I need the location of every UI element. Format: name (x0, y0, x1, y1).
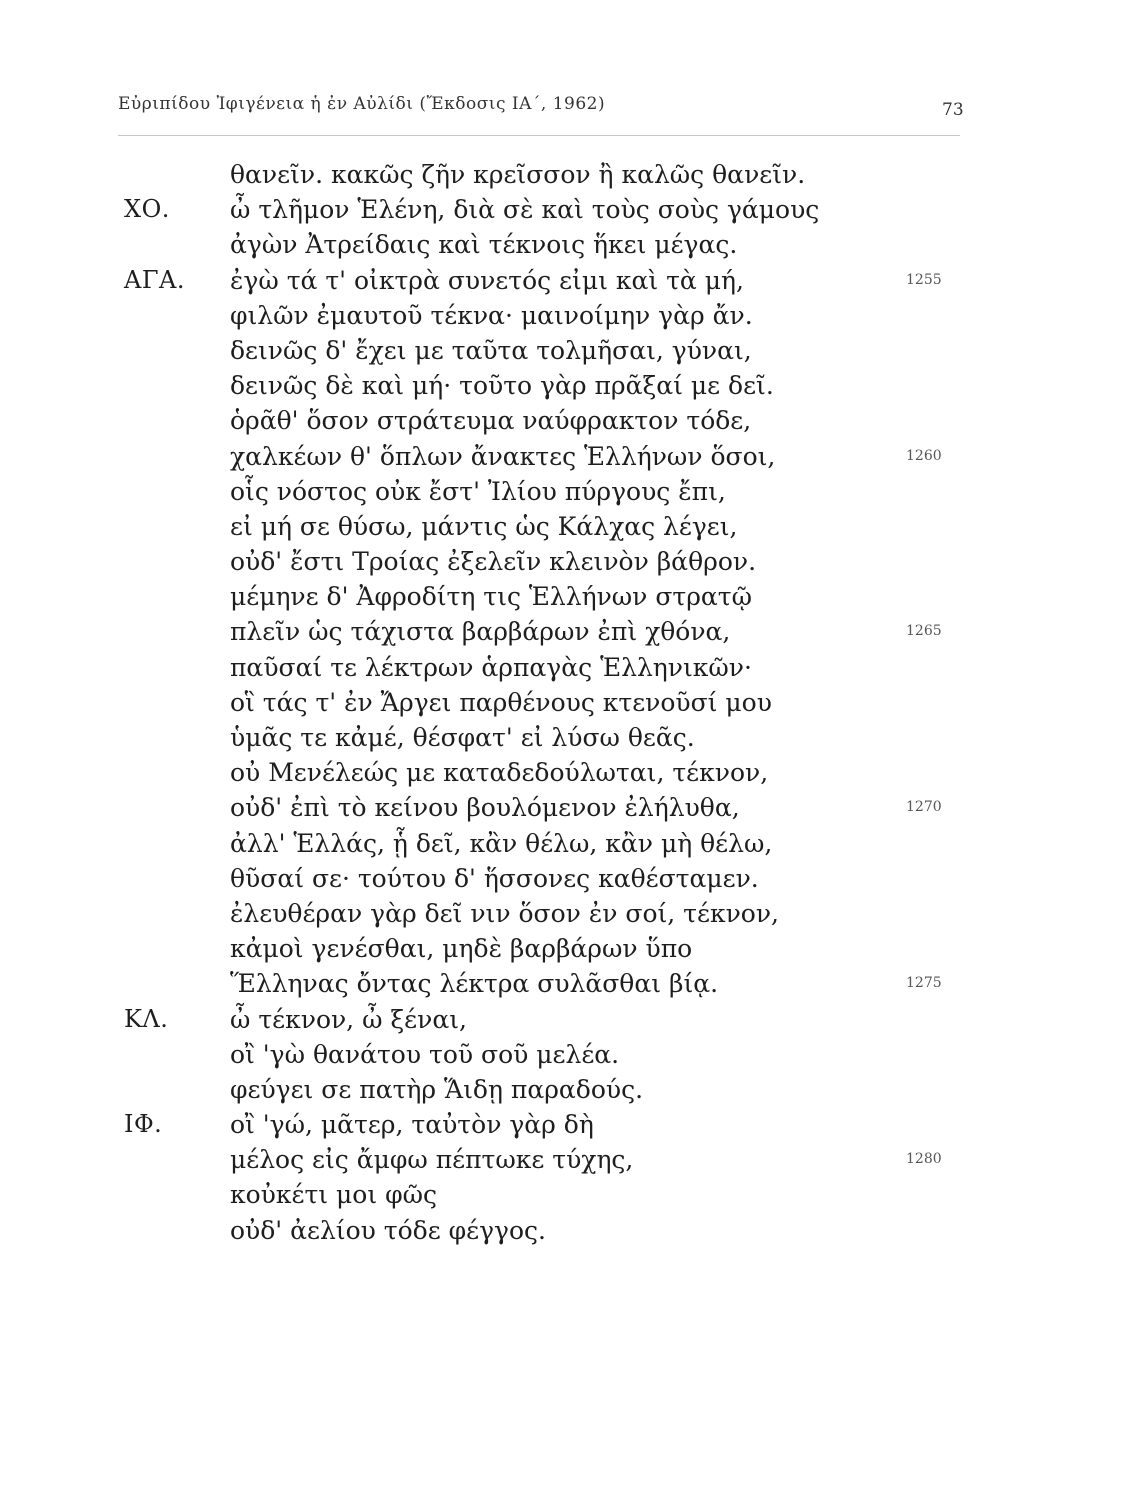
verse-line (0, 1108, 1142, 1143)
line-number: 1260 (906, 447, 942, 464)
verse-text-line: ἐγὼ τά τ' οἰκτρὰ συνετός εἰμι καὶ τὰ μή, (230, 265, 744, 295)
header-rule (118, 135, 960, 136)
verse-line (0, 615, 1142, 650)
verse-text-line: φεύγει σε πατὴρ Ἅιδῃ παραδούς. (230, 1074, 644, 1104)
verse-text-line: φιλῶν ἐμαυτοῦ τέκνα· μαινοίμην γὰρ ἄν. (230, 300, 753, 330)
verse-text-line: ὦ τέκνον, ὦ ξέναι, (230, 1004, 467, 1034)
speaker-label: ΙΦ. (124, 1110, 163, 1139)
verse-line (0, 193, 1142, 228)
verse-line (0, 158, 1142, 193)
verse-text-line: οὐδ' ἐπὶ τὸ κείνου βουλόμενον ἐλήλυθα, (230, 793, 740, 823)
verse-text-line: χαλκέων θ' ὅπλων ἄνακτες Ἑλλήνων ὅσοι, (230, 441, 776, 471)
verse-line (0, 827, 1142, 862)
speaker-label: ΧΟ. (124, 195, 170, 224)
verse-text-line: οὐ Μενέλεώς με καταδεδούλωται, τέκνον, (230, 758, 769, 788)
verse-line (0, 440, 1142, 475)
verse-line (0, 545, 1142, 580)
verse-text-line: ἀγὼν Ἀτρείδαις καὶ τέκνοις ἥκει μέγας. (230, 230, 738, 260)
verse-line (0, 1214, 1142, 1249)
verse-line (0, 510, 1142, 545)
verse-line (0, 228, 1142, 263)
verse-text-line: δεινῶς δὲ καὶ μή· τοῦτο γὰρ πρᾶξαί με δεῖ. (230, 371, 774, 401)
verse-text-line: κἀμοὶ γενέσθαι, μηδὲ βαρβάρων ὕπο (230, 934, 693, 964)
verse-text-line: δεινῶς δ' ἔχει με ταῦτα τολμῆσαι, γύναι, (230, 335, 752, 365)
verse-line (0, 1143, 1142, 1178)
verse-text-line: οἳ τάς τ' ἐν Ἄργει παρθένους κτενοῦσί μου (230, 687, 772, 717)
verse-line (0, 334, 1142, 369)
verse-text-line: ὦ τλῆμον Ἑλένη, διὰ σὲ καὶ τοὺς σοὺς γάμους (230, 195, 820, 225)
verse-text-line: θῦσαί σε· τούτου δ' ἥσσονες καθέσταμεν. (230, 863, 759, 893)
verse-line (0, 1073, 1142, 1108)
verse-line (0, 264, 1142, 299)
verse-text-line: ὁρᾶθ' ὅσον στράτευμα ναύφρακτον τόδε, (230, 406, 752, 436)
verse-line (0, 862, 1142, 897)
verse-text-line: εἰ μή σε θύσω, μάντις ὡς Κάλχας λέγει, (230, 511, 738, 541)
verse-text-line: οἲ 'γώ, μᾶτερ, ταὐτὸν γὰρ δὴ (230, 1110, 594, 1140)
verse-line (0, 1003, 1142, 1038)
running-title: Εὐριπίδου Ἰφιγένεια ἡ ἐν Αὐλίδι (Ἔκδοσις ΙΑ΄, 1962) (118, 94, 606, 114)
verse-text-line: οὐδ' ἀελίου τόδε φέγγος. (230, 1215, 546, 1245)
verse-line (0, 580, 1142, 615)
verse-line (0, 967, 1142, 1002)
verse-text-line: Ἕλληνας ὄντας λέκτρα συλᾶσθαι βίᾳ. (230, 969, 719, 999)
verse-text-line: μέμηνε δ' Ἀφροδίτη τις Ἑλλήνων στρατῷ (230, 582, 753, 612)
line-number: 1255 (906, 271, 942, 288)
verse-line (0, 299, 1142, 334)
verse-line (0, 1178, 1142, 1213)
line-number: 1270 (906, 799, 942, 816)
verse-text-line: παῦσαί τε λέκτρων ἁρπαγὰς Ἑλληνικῶν· (230, 652, 752, 682)
verse-text-line: ἀλλ' Ἑλλάς, ᾗ δεῖ, κἂν θέλω, κἂν μὴ θέλω, (230, 828, 773, 858)
verse-line (0, 932, 1142, 967)
speaker-label: ΑΓΑ. (124, 265, 185, 294)
verse-line (0, 756, 1142, 791)
verse-line (0, 721, 1142, 756)
verse-text-line: πλεῖν ὡς τάχιστα βαρβάρων ἐπὶ χθόνα, (230, 617, 731, 647)
verse-line (0, 404, 1142, 439)
verse-line (0, 651, 1142, 686)
verse-text-line: οἲ 'γὼ θανάτου τοῦ σοῦ μελέα. (230, 1039, 620, 1069)
verse-line (0, 1038, 1142, 1073)
verse-line (0, 686, 1142, 721)
line-number: 1275 (906, 975, 942, 992)
verse-text-line: μέλος εἰς ἄμφω πέπτωκε τύχης, (230, 1145, 634, 1175)
line-number: 1280 (906, 1151, 942, 1168)
verse-text-line: οἷς νόστος οὐκ ἔστ' Ἰλίου πύργους ἔπι, (230, 476, 726, 506)
verse-text-line: κοὐκέτι μοι φῶς (230, 1180, 437, 1210)
line-number: 1265 (906, 623, 942, 640)
verse-line (0, 475, 1142, 510)
verse-line (0, 897, 1142, 932)
verse-text (0, 158, 1142, 1249)
verse-text-line: ἐλευθέραν γὰρ δεῖ νιν ὅσον ἐν σοί, τέκνον, (230, 898, 779, 928)
verse-text-line: οὐδ' ἔστι Τροίας ἐξελεῖν κλεινὸν βάθρον. (230, 547, 757, 577)
speaker-label: ΚΛ. (124, 1004, 169, 1033)
verse-text-line: θανεῖν. κακῶς ζῆν κρεῖσσον ἢ καλῶς θανεῖν. (230, 160, 806, 189)
verse-line (0, 791, 1142, 826)
verse-text-line: ὑμᾶς τε κἀμέ, θέσφατ' εἰ λύσω θεᾶς. (230, 723, 695, 752)
verse-line (0, 369, 1142, 404)
page-number: 73 (942, 100, 964, 120)
